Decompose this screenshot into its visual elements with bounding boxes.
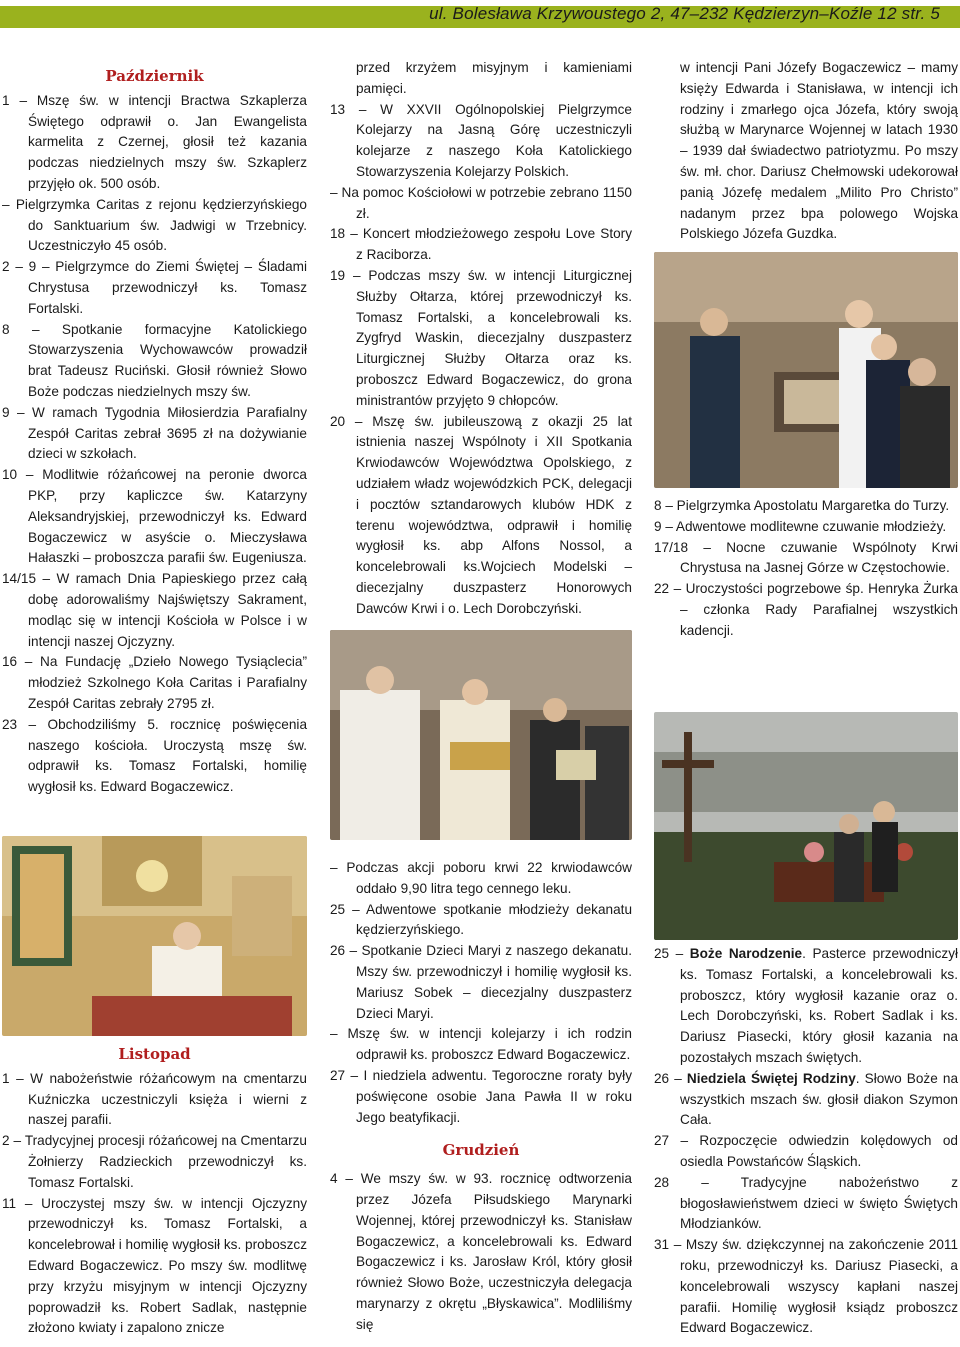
entry: – Na pomoc Kościołowi w potrzebie zebrano 1150 zł. xyxy=(330,184,632,221)
column-december xyxy=(330,858,632,1336)
entry: 8 – Pielgrzymka Apostolatu Margaretka do Turzy. xyxy=(654,498,950,513)
entry-holy-family xyxy=(654,1069,958,1131)
entry: 26 – Spotkanie Dzieci Maryi z naszego dekanatu. Mszy św. przewodniczył i homilię wygłosił ks. Mariusz Sobek – diecezjalny duszpasterz Dzieci Maryi. xyxy=(330,943,632,1021)
entry-bold-title: Niedziela Świętej Rodziny xyxy=(686,1070,856,1086)
entry: 19 – Podczas mszy św. w intencji Liturgicznej Służby Ołtarza, której przewodniczył ks. Tomasz Fortalski, a koncelebrowali ks. Zygfryd Waskin, diecezjalny duszpasterz Liturgicznej Służby Ołtarza oraz ks. proboszcz Edward Bogaczewicz, do grona ministrantów przyjęto 9 chłopców. xyxy=(330,267,632,408)
entry: – Podczas akcji poboru krwi 22 krwiodawców oddało 9,90 litra tego cennego leku. xyxy=(330,860,632,896)
entry: – Pielgrzymka Caritas z rejonu kędzierzyńskiego do Sanktuarium św. Jadwigi w Trzebnicy. Uczestniczyło 45 osób. xyxy=(2,196,307,254)
photo-priest-altar xyxy=(2,836,307,1036)
column-november xyxy=(2,1044,307,1339)
entry: 23 – Obchodziliśmy 5. rocznicę poświęcenia naszego kościoła. Uroczystą mszę św. odprawił ks. Tomasz Fortalski, homilię wygłosił ks. Edward Bogaczewicz. xyxy=(2,716,307,795)
photo-medal-ceremony xyxy=(654,252,958,488)
month-heading-october: Październik xyxy=(105,67,204,85)
entry: 27 – Rozpoczęcie odwiedzin kolędowych od osiedla Powstańców Śląskich. xyxy=(654,1133,958,1169)
column-october xyxy=(2,66,307,798)
entry-text: . Słowo Boże na wszystkich mszach św. głosił diakon Szymon Cała. xyxy=(680,1070,958,1128)
entry-text: . Pasterce przewodniczył ks. Tomasz Fortalski, a koncelebrowali ks. proboszcz, który wygłosił kazanie oraz o. Lech Dorobczyński, ks. Robert Sadlak i ks. Dariusz Piasecki, który głosił kazania na pozostałych mszach świętych. xyxy=(680,946,959,1065)
entry: 22 – Uroczystości pogrzebowe śp. Henryka Żurka – członka Rady Parafialnej wszystkich kadencji. xyxy=(654,581,958,638)
entry-number: 26 – xyxy=(654,1070,687,1086)
entry: 8 – Spotkanie formacyjne Katolickiego Stowarzyszenia Wychowawców prowadził brat Tadeusz Ruciński. Głosił również Słowo Boże podczas niedzielnych mszy św. xyxy=(2,321,307,399)
entry: 1 – Mszę św. w intencji Bractwa Szkaplerza Świętego odprawił o. Jan Ewangelista karmelita z Czernej, głosił też kazania podczas niedzielnych mszy św. Szkaplerz przyjęło ok. 500 osób. xyxy=(2,92,307,191)
entry: 10 – Modlitwie różańcowej na peronie dworca PKP, przy kapliczce św. Katarzyny Aleksandryjskiej, przewodniczył ks. Edward Bogaczewicz w asyście o. Mieczysława Hałaszki – proboszcza parafii św. Eugeniusza. xyxy=(2,467,307,566)
column-october-continued xyxy=(330,58,632,620)
entry: 18 – Koncert młodzieżowego zespołu Love Story z Raciborza. xyxy=(330,226,632,263)
entry: w intencji Pani Józefy Bogaczewicz – mamy księży Edwarda i Stanisława, w intencji ich rodziny i zmarłego ojca Józefa, który swoją służbą w Marynarce Wojennej w latach 1930 – 1939 dał świadectwo patriotyzmu. Po mszy św. mł. chor. Dariusz Chełmowski udekorował panią Józefę medalem „Milito Pro Christo” nadanym przez bpa polowego Wojska Polskiego Józefa Guzdka. xyxy=(680,60,958,242)
entry: 13 – W XXVII Ogólnopolskiej Pielgrzymce Kolejarzy na Jasną Górę uczestniczyli kolejarze z naszego Koła Katolickiego Stowarzyszenia Kolejarzy Polskich. xyxy=(330,101,632,179)
month-heading-december: Grudzień xyxy=(442,1141,520,1160)
entry-bold-title: Boże Narodzenie xyxy=(689,946,803,961)
entry: 17/18 – Nocne czuwanie Wspólnoty Krwi Chrystusa na Jasnej Górze w Częstochowie. xyxy=(654,539,958,576)
entry: 27 – I niedziela adwentu. Tegoroczne roraty były poświęcone osobie Jana Pawła II w roku Jego beatyfikacji. xyxy=(330,1067,632,1125)
entry: 16 – Na Fundację „Dzieło Nowego Tysiąclecia” młodzież Szkolnego Koła Caritas i Parafialny Zespół Caritas zebrały 2795 zł. xyxy=(2,654,307,711)
entry: 25 – Adwentowe spotkanie młodzieży dekanatu kędzierzyńskiego. xyxy=(330,901,632,938)
entry: 9 – Adwentowe modlitewne czuwanie młodzieży. xyxy=(654,518,947,534)
column-november-mid xyxy=(654,496,958,642)
photo-archbishop-mass xyxy=(330,630,632,840)
month-heading-november: Listopad xyxy=(118,1045,191,1063)
entry: 11 – Uroczystej mszy św. w intencji Ojczyzny przewodniczył ks. Tomasz Fortalski, a koncelebrował i homilię wygłosił ks. proboszcz Edward Bogaczewicz. Po mszy św. modlitwę przy krzyżu misyjnym w intencji Ojczyzny poprowadził ks. Robert Sadlak, następnie złożono kwiaty i zapalono znicze xyxy=(2,1195,307,1336)
entry: przed krzyżem misyjnym i kamieniami pamięci. xyxy=(356,60,632,96)
entry: 20 – Mszę św. jubileuszową z okazji 25 lat istnienia naszej Wspólnoty i XII Spotkania Krwiodawców Województwa Opolskiego, z udziałem władz wojewódzkich PCK, delegacji i pocztów sztandarowych klubów HDK z terenu województwa, odprawił i homilię wygłosił ks. abp Alfons Nossol, a koncelebrowali ks.Wojciech Modelski – diecezjalny duszpasterz Honorowych Dawców Krwi i o. Lech Dorobczyński. xyxy=(330,413,632,616)
entry: 9 – W ramach Tygodnia Miłosierdzia Parafialny Zespół Caritas zebrał 3695 zł na dożywianie dzieci w szkołach. xyxy=(2,404,307,462)
entry-number: 25 – xyxy=(654,946,690,961)
entry: 14/15 – W ramach Dnia Papieskiego przez całą dobę adorowaliśmy Najświętszy Sakrament, modląc się w intencji Kościoła w Polsce i w intencji naszej Ojczyzny. xyxy=(2,571,307,649)
entry-christmas xyxy=(654,944,958,1069)
entry: 2 – Tradycyjnej procesji różańcowej na Cmentarzu Żołnierzy Radzieckich przewodniczył ks. Tomasz Fortalski. xyxy=(2,1133,307,1190)
entry: 2 – 9 – Pielgrzymce do Ziemi Świętej – Śladami Chrystusa przewodniczył ks. Tomasz Fortalski. xyxy=(2,259,307,316)
entry: 1 – W nabożeństwie różańcowym na cmentarzu Kuźniczka uczestniczyli księża i wierni z naszej parafii. xyxy=(2,1070,307,1128)
entry: 31 – Mszy św. dziękczynnej na zakończenie 2011 roku, przewodniczył ks. Dariusz Piasecki, a koncelebrowali wszyscy kapłani naszej parafii. Homilię wygłosił ksiądz proboszcz Edward Bogaczewicz. xyxy=(654,1237,958,1336)
page-header xyxy=(0,0,960,32)
column-november-top xyxy=(654,58,958,245)
photo-funeral xyxy=(654,712,958,940)
column-december-continued xyxy=(654,944,958,1339)
entry: – Mszę św. w intencji kolejarzy i ich rodzin odprawił ks. proboszcz Edward Bogaczewicz. xyxy=(330,1026,632,1063)
header-address-page: ul. Bolesława Krzywoustego 2, 47–232 Kędzierzyn–Koźle 12 str. 5 xyxy=(429,4,940,23)
entry: 4 – We mszy św. w 93. rocznicę odtworzenia przez Józefa Piłsudskiego Marynarki Wojennej, której przewodniczył ks. Stanisław Bogaczewicz, a koncelebrowali ks. Edward Bogaczewicz i ks. Jarosław Król, który głosił również Słowo Boże, uczestniczyła delegacja marynarzy z okrętu „Błyskawica”. Modliliśmy się xyxy=(330,1171,632,1332)
entry: 28 – Tradycyjne nabożeństwo z błogosławieństwem dzieci w święto Świętych Młodzianków. xyxy=(654,1174,958,1232)
